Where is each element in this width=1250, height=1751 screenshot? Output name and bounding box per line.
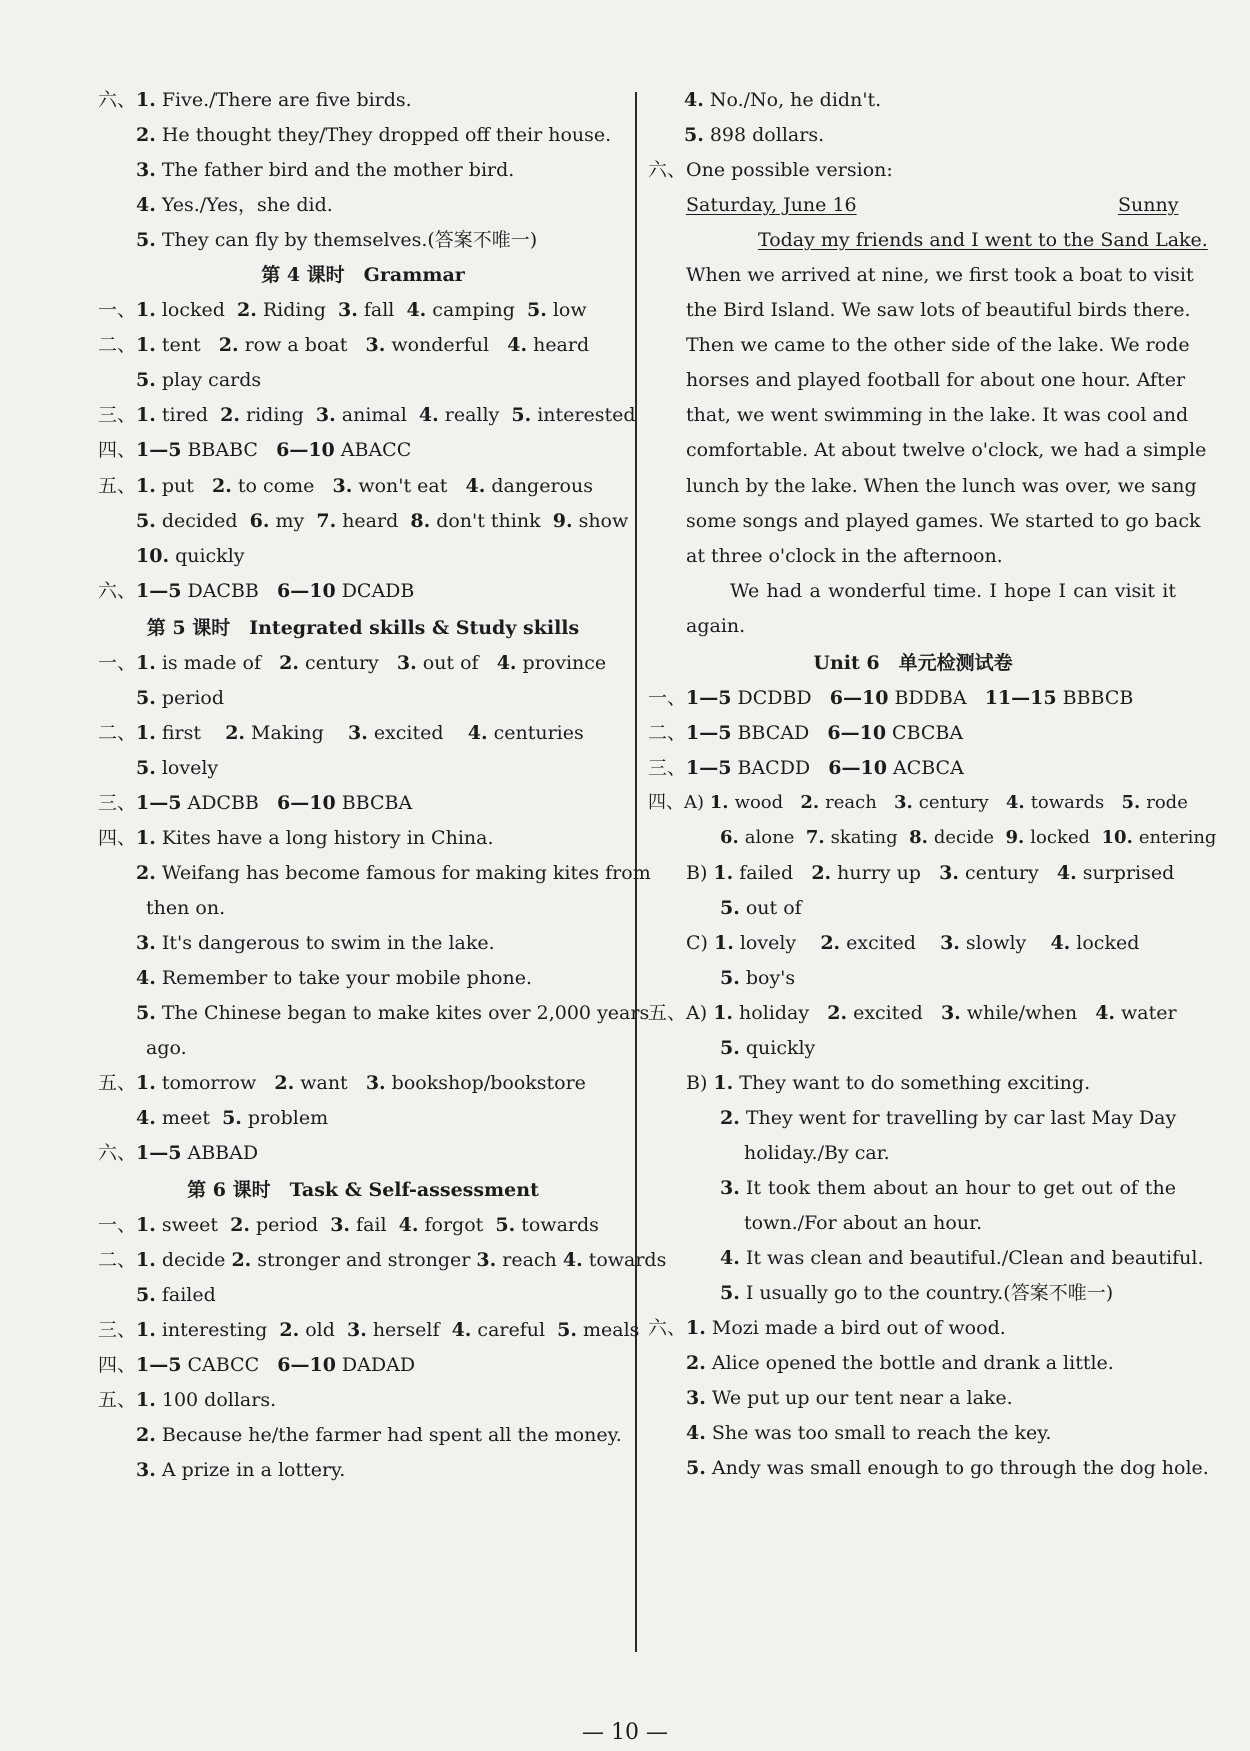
- answer-line: 3. We put up our tent near a lake.: [686, 1387, 1013, 1409]
- answer-line: 5. play cards: [136, 369, 262, 391]
- answer-line: 5. 898 dollars.: [684, 124, 825, 146]
- answer-line: 5. period: [136, 687, 225, 709]
- answer-line: 一、1. locked 2. Riding 3. fall 4. camping 5. low: [98, 299, 587, 321]
- answer-line: 三、1. interesting 2. old 3. herself 4. careful 5. meals: [98, 1319, 640, 1341]
- answer-line: 2. Weifang has become famous for making kites from: [136, 862, 651, 884]
- answer-line: 4. Remember to take your mobile phone.: [136, 967, 533, 989]
- answer-line: 四、1—5 BBABC 6—10 ABACC: [98, 439, 412, 461]
- answer-line: 3. It's dangerous to swim in the lake.: [136, 932, 495, 954]
- answer-line: 六、1. Five./There are five birds.: [98, 89, 412, 111]
- diary-line: some songs and played games. We started to go back: [686, 510, 1201, 532]
- answer-line: 5. boy's: [720, 967, 796, 989]
- diary-line: again.: [686, 615, 746, 637]
- diary-line: When we arrived at nine, we first took a boat to visit: [686, 264, 1194, 286]
- diary-line: that, we went swimming in the lake. It was cool and: [686, 404, 1189, 426]
- diary-line: comfortable. At about twelve o'clock, we had a simple: [686, 439, 1207, 461]
- answer-line: 五、1. tomorrow 2. want 3. bookshop/bookstore: [98, 1072, 586, 1094]
- answer-line: 一、1. sweet 2. period 3. fail 4. forgot 5. towards: [98, 1214, 599, 1236]
- diary-line: lunch by the lake. When the lunch was over, we sang: [686, 475, 1197, 497]
- diary-line: at three o'clock in the afternoon.: [686, 545, 1003, 567]
- answer-line: 五、1. put 2. to come 3. won't eat 4. dangerous: [98, 475, 593, 497]
- answer-line-cont: town./For about an hour.: [744, 1212, 983, 1234]
- answer-line: 2. Because he/the farmer had spent all the money.: [136, 1424, 622, 1446]
- answer-line: 六、1—5 ABBAD: [98, 1142, 259, 1164]
- diary-line: We had a wonderful time. I hope I can visit it: [730, 580, 1176, 602]
- answer-line: 6. alone 7. skating 8. decide 9. locked 10. entering: [720, 827, 1217, 848]
- answer-line: 4. It was clean and beautiful./Clean and beautiful.: [720, 1247, 1204, 1269]
- answer-line: 二、1. tent 2. row a boat 3. wonderful 4. heard: [98, 334, 590, 356]
- answer-line: 四、A) 1. wood 2. reach 3. century 4. towards 5. rode: [648, 792, 1188, 813]
- diary-line: horses and played football for about one hour. After: [686, 369, 1186, 391]
- page-number: — 10 —: [582, 1720, 668, 1745]
- answer-line: 三、1. tired 2. riding 3. animal 4. really 5. interested: [98, 404, 636, 426]
- diary-line: the Bird Island. We saw lots of beautiful birds there.: [686, 299, 1191, 321]
- answer-line: 5. quickly: [720, 1037, 816, 1059]
- answer-line: 3. The father bird and the mother bird.: [136, 159, 515, 181]
- answer-line: 10. quickly: [136, 545, 245, 567]
- answer-line: 二、1—5 BBCAD 6—10 CBCBA: [648, 722, 964, 744]
- answer-line: 2. Alice opened the bottle and drank a little.: [686, 1352, 1114, 1374]
- answer-line: 六、One possible version:: [648, 159, 893, 181]
- unit-title: Unit 6 单元检测试卷: [813, 652, 1013, 674]
- answer-line: 四、1. Kites have a long history in China.: [98, 827, 494, 849]
- answer-line: 一、1—5 DCDBD 6—10 BDDBA 11—15 BBBCB: [648, 687, 1134, 709]
- answer-line: 六、1—5 DACBB 6—10 DCADB: [98, 580, 415, 602]
- answer-line: 二、1. decide 2. stronger and stronger 3. reach 4. towards: [98, 1249, 667, 1271]
- diary-weather: Sunny: [1118, 194, 1179, 216]
- answer-line: 4. meet 5. problem: [136, 1107, 329, 1129]
- answer-line: C) 1. lovely 2. excited 3. slowly 4. locked: [686, 932, 1140, 954]
- answer-line: 五、A) 1. holiday 2. excited 3. while/when 4. water: [648, 1002, 1177, 1024]
- answer-line: 3. It took them about an hour to get out of the: [720, 1177, 1176, 1199]
- answer-line: 三、1—5 ADCBB 6—10 BBCBA: [98, 792, 413, 814]
- diary-date: Saturday, June 16: [686, 194, 857, 216]
- answer-line-cont: then on.: [146, 897, 226, 919]
- answer-line: 4. No./No, he didn't.: [684, 89, 882, 111]
- answer-line: 5. decided 6. my 7. heard 8. don't think 9. show: [136, 510, 629, 532]
- answer-line: 5. failed: [136, 1284, 216, 1306]
- answer-line: 5. The Chinese began to make kites over 2,000 years: [136, 1002, 650, 1024]
- answer-line: 四、1—5 CABCC 6—10 DADAD: [98, 1354, 416, 1376]
- answer-line: 2. He thought they/They dropped off their house.: [136, 124, 612, 146]
- answer-line: 3. A prize in a lottery.: [136, 1459, 346, 1481]
- diary-line: Then we came to the other side of the lake. We rode: [686, 334, 1190, 356]
- answer-line: 六、1. Mozi made a bird out of wood.: [648, 1317, 1006, 1339]
- answer-line: 5. I usually go to the country.(答案不唯一): [720, 1282, 1114, 1304]
- answer-line: B) 1. They want to do something exciting.: [686, 1072, 1091, 1094]
- answer-line-cont: holiday./By car.: [744, 1142, 890, 1164]
- answer-line: 五、1. 100 dollars.: [98, 1389, 277, 1411]
- lesson-title: 第 5 课时 Integrated skills & Study skills: [146, 617, 580, 639]
- answer-line: 2. They went for travelling by car last May Day: [720, 1107, 1177, 1129]
- lesson-title: 第 4 课时 Grammar: [261, 264, 465, 286]
- diary-line: Today my friends and I went to the Sand Lake.: [758, 229, 1208, 251]
- answer-line-cont: ago.: [146, 1037, 187, 1059]
- answer-line: 5. lovely: [136, 757, 219, 779]
- answer-line: 5. out of: [720, 897, 802, 919]
- answer-line: 5. Andy was small enough to go through the dog hole.: [686, 1457, 1209, 1479]
- answer-line: 4. She was too small to reach the key.: [686, 1422, 1052, 1444]
- answer-line: 一、1. is made of 2. century 3. out of 4. province: [98, 652, 607, 674]
- answer-line: 三、1—5 BACDD 6—10 ACBCA: [648, 757, 964, 779]
- lesson-title: 第 6 课时 Task & Self-assessment: [187, 1179, 539, 1201]
- answer-line: 5. They can fly by themselves.(答案不唯一): [136, 229, 538, 251]
- answer-line: B) 1. failed 2. hurry up 3. century 4. surprised: [686, 862, 1175, 884]
- answer-line: 二、1. first 2. Making 3. excited 4. centuries: [98, 722, 584, 744]
- answer-line: 4. Yes./Yes，she did.: [136, 194, 333, 216]
